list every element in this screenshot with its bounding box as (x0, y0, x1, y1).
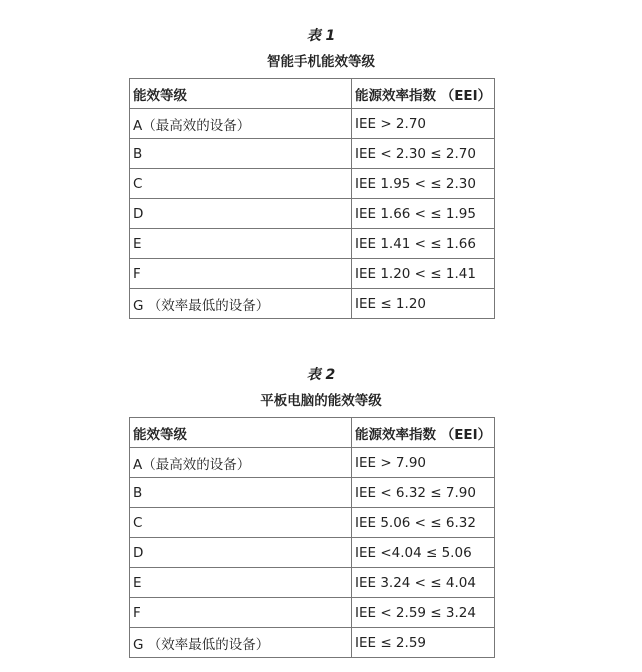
table-row (130, 478, 495, 508)
grade-cell: A（最高效的设备） (130, 448, 352, 478)
grade-cell: C (130, 169, 352, 199)
table-row (130, 628, 495, 658)
table-header-row (130, 418, 495, 448)
eei-cell: IEE < 2.30 ≤ 2.70 (352, 139, 495, 169)
table-header-row (130, 79, 495, 109)
table-row (130, 229, 495, 259)
header-grade: 能效等级 (130, 79, 352, 109)
table-row (130, 109, 495, 139)
grade-cell: F (130, 259, 352, 289)
table-2-label: 表 2 (306, 367, 336, 383)
eei-cell: IEE > 7.90 (352, 448, 495, 478)
header-grade: 能效等级 (130, 418, 352, 448)
grade-cell: E (130, 229, 352, 259)
grade-cell: C (130, 508, 352, 538)
eei-cell: IEE ≤ 1.20 (352, 289, 495, 319)
tablet-energy-table (129, 417, 495, 658)
eei-cell: IEE ≤ 2.59 (352, 628, 495, 658)
grade-cell: G （效率最低的设备） (130, 628, 352, 658)
table-row (130, 259, 495, 289)
table-1-label: 表 1 (306, 28, 336, 44)
eei-cell: IEE 1.95 < ≤ 2.30 (352, 169, 495, 199)
grade-cell: A（最高效的设备） (130, 109, 352, 139)
table-1-section (0, 0, 642, 314)
eei-cell: IEE < 6.32 ≤ 7.90 (352, 478, 495, 508)
eei-cell: IEE 1.66 < ≤ 1.95 (352, 199, 495, 229)
grade-cell: B (130, 139, 352, 169)
table-row (130, 538, 495, 568)
grade-cell: D (130, 199, 352, 229)
grade-cell: D (130, 538, 352, 568)
eei-cell: IEE 1.20 < ≤ 1.41 (352, 259, 495, 289)
grade-cell: B (130, 478, 352, 508)
smartphone-energy-table (129, 78, 495, 319)
eei-cell: IEE <4.04 ≤ 5.06 (352, 538, 495, 568)
table-row (130, 289, 495, 319)
grade-cell: F (130, 598, 352, 628)
table-row (130, 598, 495, 628)
grade-cell: G （效率最低的设备） (130, 289, 352, 319)
grade-cell: E (130, 568, 352, 598)
table-2-caption: 平板电脑的能效等级 (260, 393, 382, 409)
header-eei: 能源效率指数 （EEI） (352, 418, 495, 448)
eei-cell: IEE 1.41 < ≤ 1.66 (352, 229, 495, 259)
table-row (130, 139, 495, 169)
table-row (130, 199, 495, 229)
header-eei: 能源效率指数 （EEI） (352, 79, 495, 109)
table-1-caption: 智能手机能效等级 (267, 54, 375, 70)
table-row (130, 169, 495, 199)
table-row (130, 508, 495, 538)
eei-cell: IEE < 2.59 ≤ 3.24 (352, 598, 495, 628)
eei-cell: IEE 3.24 < ≤ 4.04 (352, 568, 495, 598)
eei-cell: IEE 5.06 < ≤ 6.32 (352, 508, 495, 538)
table-row (130, 568, 495, 598)
table-2-section (0, 339, 642, 653)
table-row (130, 448, 495, 478)
eei-cell: IEE > 2.70 (352, 109, 495, 139)
